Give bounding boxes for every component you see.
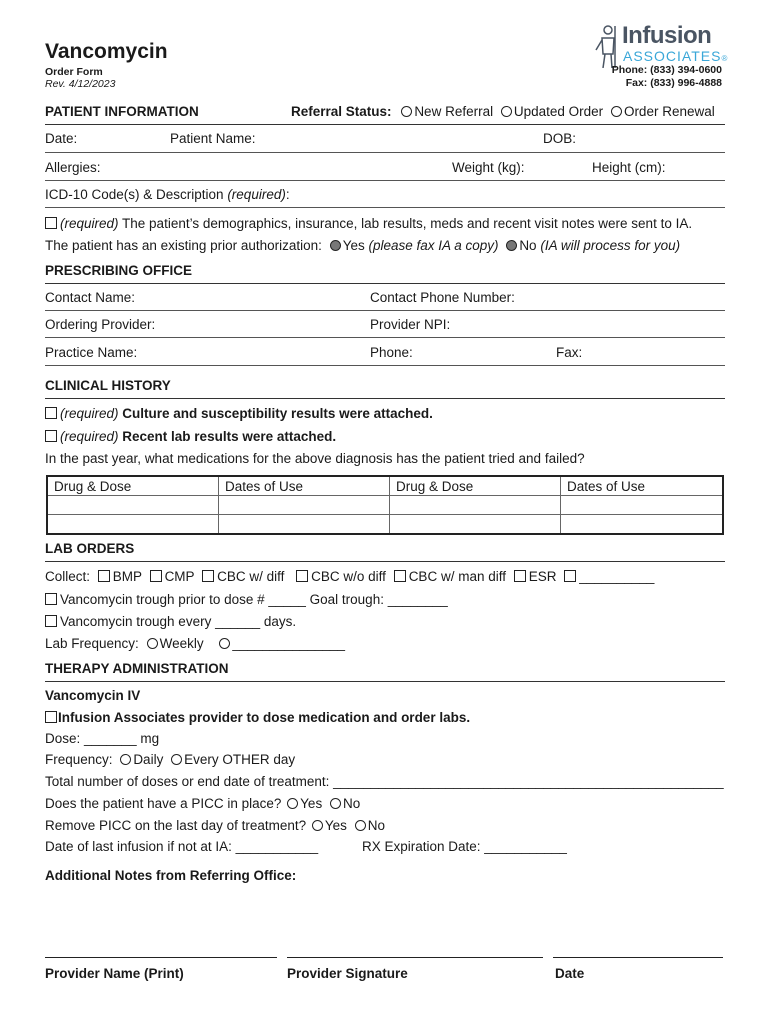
demographics-attestation	[45, 216, 692, 231]
office-phone: Phone: (833) 394-0600	[611, 64, 722, 76]
cmp-checkbox[interactable]	[150, 570, 162, 582]
label: CBC w/o diff	[311, 569, 386, 584]
required-note: (required)	[60, 216, 119, 231]
provider-npi-field[interactable]: Provider NPI:	[370, 317, 451, 332]
demographics-checkbox[interactable]	[45, 217, 57, 229]
provider-name-label: Provider Name (Print)	[45, 966, 184, 981]
label: Daily	[133, 752, 164, 767]
label: No	[342, 796, 361, 811]
other-frequency-field[interactable]: _______________	[232, 636, 345, 651]
note: (please fax IA a copy)	[368, 238, 499, 253]
label: The patient has an existing prior authorization:	[45, 238, 322, 253]
trough-checkbox[interactable]	[45, 593, 57, 605]
patient-info-heading: PATIENT INFORMATION	[45, 104, 199, 119]
prescribing-office-heading: PRESCRIBING OFFICE	[45, 263, 193, 278]
label: :	[285, 187, 290, 202]
required-note: (required)	[60, 406, 119, 421]
labs-attestation	[45, 429, 336, 444]
provider-dosing-row	[45, 710, 470, 725]
dose-field[interactable]: Dose: _______ mg	[45, 731, 160, 746]
divider	[45, 207, 725, 208]
bmp-checkbox[interactable]	[98, 570, 110, 582]
divider	[45, 124, 725, 125]
label: BMP	[112, 569, 142, 584]
lab-orders-heading: LAB ORDERS	[45, 541, 135, 556]
esr-checkbox[interactable]	[514, 570, 526, 582]
provider-signature-line[interactable]	[287, 957, 543, 958]
label: No	[367, 818, 385, 833]
radio-weekly[interactable]	[147, 638, 158, 649]
label: ESR	[528, 569, 557, 584]
label: Does the patient have a PICC in place?	[45, 796, 282, 811]
clinical-history-heading: CLINICAL HISTORY	[45, 378, 171, 393]
contact-phone-field[interactable]: Contact Phone Number:	[370, 290, 515, 305]
label: Yes	[324, 818, 347, 833]
radio-every-other-day[interactable]	[171, 754, 182, 765]
trough-every-row	[45, 614, 296, 629]
divider	[45, 561, 725, 562]
icd10-field[interactable]	[45, 187, 290, 202]
divider	[45, 365, 725, 366]
total-doses-field[interactable]: Total number of doses or end date of treatment: ____________________________________________________	[45, 774, 724, 789]
additional-notes-area[interactable]	[45, 888, 725, 948]
office-fax: Fax: (833) 996-4888	[625, 77, 722, 89]
infusion-associates-logo	[593, 22, 728, 68]
required-note: (required)	[227, 187, 286, 202]
height-field[interactable]: Height (cm):	[592, 160, 666, 175]
divider	[45, 180, 725, 181]
label: Vancomycin trough every ______ days.	[60, 614, 297, 629]
radio-label: Updated Order	[513, 104, 604, 119]
radio-other-frequency[interactable]	[219, 638, 230, 649]
therapy-heading: THERAPY ADMINISTRATION	[45, 661, 229, 676]
radio-picc-no[interactable]	[330, 798, 341, 809]
logo-wordmark: Infusion	[622, 22, 712, 49]
table-cell[interactable]	[219, 496, 390, 515]
table-cell[interactable]	[561, 496, 724, 515]
dob-field[interactable]: DOB:	[543, 131, 577, 146]
label: Weekly	[159, 636, 204, 651]
table-cell[interactable]	[219, 515, 390, 535]
other-lab-field[interactable]: __________	[579, 569, 655, 584]
column-header: Drug & Dose	[390, 476, 561, 496]
required-note: (required)	[60, 429, 119, 444]
other-lab-checkbox[interactable]	[564, 570, 576, 582]
label: Infusion Associates provider to dose medication and order labs.	[58, 710, 471, 725]
label: ICD-10 Code(s) & Description	[45, 187, 228, 202]
table-cell[interactable]	[47, 496, 219, 515]
label: Lab Frequency:	[45, 636, 139, 651]
divider	[45, 337, 725, 338]
radio-prior-auth-no[interactable]	[506, 240, 517, 251]
radio-label: Order Renewal	[623, 104, 715, 119]
lab-frequency-row	[45, 636, 345, 651]
label: CBC w/ man diff	[408, 569, 506, 584]
label: Yes	[342, 238, 369, 253]
table-row	[47, 496, 723, 515]
label: CMP	[164, 569, 195, 584]
label: No	[519, 238, 541, 253]
divider	[45, 152, 725, 153]
failed-meds-table	[46, 475, 724, 535]
date-label: Date	[555, 966, 585, 981]
drug-name: Vancomycin IV	[45, 688, 141, 703]
radio-updated-order[interactable]	[501, 106, 512, 117]
rx-expiration-field[interactable]: RX Expiration Date: ___________	[362, 839, 567, 854]
table-cell[interactable]	[561, 515, 724, 535]
table-header-row	[47, 476, 723, 496]
radio-label: New Referral	[414, 104, 494, 119]
practice-fax-field[interactable]: Fax:	[556, 345, 583, 360]
label: Recent lab results were attached.	[118, 429, 337, 444]
last-infusion-field[interactable]: Date of last infusion if not at IA: ___________	[45, 839, 319, 854]
table-cell[interactable]	[47, 515, 219, 535]
label: Vancomycin trough prior to dose # _____ Goal trough: ________	[60, 592, 448, 607]
divider	[45, 398, 725, 399]
radio-remove-picc-yes[interactable]	[312, 820, 323, 831]
picc-row	[45, 796, 360, 811]
practice-phone-field[interactable]: Phone:	[370, 345, 413, 360]
table-cell[interactable]	[390, 515, 561, 535]
contact-name-field[interactable]: Contact Name:	[45, 290, 136, 305]
logo-subtitle: ASSOCIATES®	[623, 48, 729, 64]
radio-prior-auth-yes[interactable]	[330, 240, 341, 251]
cbc-wo-diff-checkbox[interactable]	[296, 570, 308, 582]
column-header: Dates of Use	[561, 476, 724, 496]
patient-name-field[interactable]: Patient Name:	[170, 131, 256, 146]
figure-icon	[593, 24, 621, 68]
provider-signature-label: Provider Signature	[287, 966, 408, 981]
radio-picc-yes[interactable]	[287, 798, 298, 809]
label: CBC w/ diff	[217, 569, 285, 584]
label: The patient’s demographics, insurance, lab results, meds and recent visit notes were sent to IA.	[118, 216, 693, 231]
table-row	[47, 515, 723, 535]
referral-status	[291, 104, 715, 119]
form-subtitle: Order Form	[45, 66, 103, 78]
weight-field[interactable]: Weight (kg):	[452, 160, 525, 175]
label: Culture and susceptibility results were attached.	[118, 406, 433, 421]
divider	[45, 283, 725, 284]
practice-name-field[interactable]: Practice Name:	[45, 345, 138, 360]
label: Collect:	[45, 569, 91, 584]
column-header: Dates of Use	[219, 476, 390, 496]
revision-date: Rev. 4/12/2023	[45, 78, 116, 90]
cbc-man-diff-checkbox[interactable]	[394, 570, 406, 582]
divider	[45, 681, 725, 682]
form-title: Vancomycin	[45, 40, 168, 63]
referral-status-label: Referral Status:	[291, 104, 392, 119]
label: Yes	[300, 796, 323, 811]
column-header: Drug & Dose	[47, 476, 219, 496]
radio-order-renewal[interactable]	[611, 106, 622, 117]
label: Every OTHER day	[184, 752, 296, 767]
radio-daily[interactable]	[120, 754, 131, 765]
allergies-field[interactable]: Allergies:	[45, 160, 101, 175]
cbc-diff-checkbox[interactable]	[202, 570, 214, 582]
frequency-row	[45, 752, 295, 767]
divider	[45, 310, 725, 311]
radio-new-referral[interactable]	[401, 106, 412, 117]
collect-row	[45, 569, 654, 584]
culture-attestation	[45, 406, 433, 421]
label: Remove PICC on the last day of treatment?	[45, 818, 307, 833]
date-line[interactable]	[553, 957, 723, 958]
ordering-provider-field[interactable]: Ordering Provider:	[45, 317, 156, 332]
note: (IA will process for you)	[540, 238, 681, 253]
failed-meds-question: In the past year, what medications for the above diagnosis has the patient tried and failed?	[45, 451, 585, 466]
trough-row	[45, 592, 448, 607]
labs-checkbox[interactable]	[45, 430, 57, 442]
provider-dosing-checkbox[interactable]	[45, 711, 57, 723]
remove-picc-row	[45, 818, 385, 833]
provider-name-line[interactable]	[45, 957, 277, 958]
date-field[interactable]: Date:	[45, 131, 78, 146]
prior-auth-question	[45, 238, 680, 253]
trough-every-checkbox[interactable]	[45, 615, 57, 627]
culture-checkbox[interactable]	[45, 407, 57, 419]
table-cell[interactable]	[390, 496, 561, 515]
label: Frequency:	[45, 752, 113, 767]
radio-remove-picc-no[interactable]	[355, 820, 366, 831]
additional-notes-label: Additional Notes from Referring Office:	[45, 868, 297, 883]
